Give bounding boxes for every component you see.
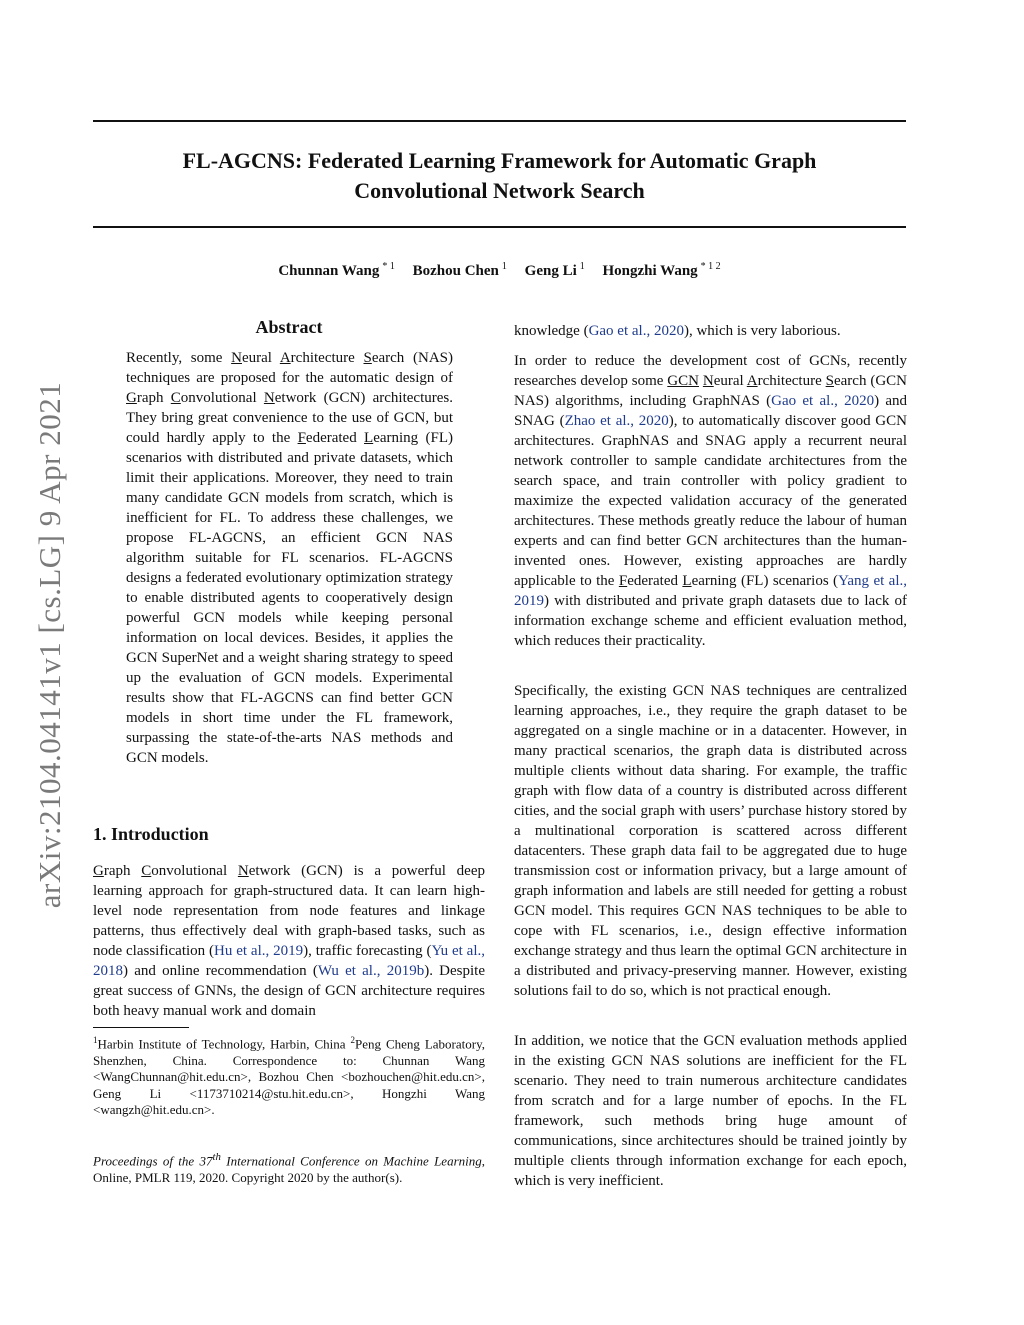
author-affiliation-marks: 1: [579, 261, 585, 272]
body-paragraph: Specifically, the existing GCN NAS techniques are centralized learning approaches, i.e., they require the graph dataset to be aggregated on a single machine or in a datacenter. However, in many practical scenarios, the graph data is distributed across multiple clients without data sharing. For example, the traffic graph with flow data of a country is distributed across different cities, and the social graph with users’ purchase history stored by a multinational corporation is scattered across different datacenters. These graph data fail to be aggregated due to huge transmission cost or information privacy, but a large amount of graph information and labels are still needed for getting a robust GCN model. This requires GCN NAS techniques to be able to cope with FL scenarios, i.e., design effective information exchange strategy and thus learn the optimal GCN architecture in a distributed and privacy-preserving manner. However, existing solutions fail to do so, which is not practical enough.: [514, 683, 907, 999]
citation-link[interactable]: Zhao et al., 2020: [564, 413, 669, 429]
acronym-letter: A: [746, 373, 758, 389]
citation-link[interactable]: Wu et al., 2019b: [317, 963, 425, 979]
text: onvolutional: [180, 390, 264, 406]
acronym-letter: GCN: [667, 373, 699, 389]
author-affiliation-marks: * 1: [382, 261, 395, 272]
acronym-letter: C: [170, 390, 181, 406]
text: ) and online recommendation (: [123, 963, 318, 979]
text: raph: [103, 863, 142, 879]
arxiv-identifier-stamp: arXiv:2104.04141v1 [cs.LG] 9 Apr 2021: [32, 381, 67, 909]
text: earch (NAS) techniques are proposed for the automatic design of: [126, 350, 454, 386]
text: eural: [713, 373, 747, 389]
text: ederated: [305, 430, 365, 446]
text: 37: [199, 1153, 213, 1169]
text: etwork (GCN) is a powerful deep learning approach for graph-structured data. It can learn high-level node representation from node features and linkage patterns, thus effectively deal with graph-based tasks, such as node classification (: [93, 863, 485, 959]
acronym-letter: N: [237, 863, 249, 879]
body-paragraph: [514, 321, 907, 341]
text: th: [212, 1151, 221, 1163]
author-name: Geng Li: [524, 263, 577, 279]
affiliation-footnote: [93, 1032, 485, 1118]
citation-link[interactable]: Hu et al., 2019: [214, 943, 304, 959]
text: In order to reduce the development cost of GCNs, recently researches develop some: [514, 353, 907, 389]
acronym-letter: N: [231, 350, 242, 366]
citation-link[interactable]: Yu et al., 2018: [93, 943, 486, 979]
acronym-letter: L: [682, 573, 692, 589]
title-bottom-rule: [93, 226, 906, 228]
citation-link[interactable]: Gao et al., 2020: [771, 393, 875, 409]
acronym-letter: G: [126, 390, 137, 406]
acronym-letter: N: [702, 373, 714, 389]
proceedings-note: [93, 1149, 485, 1186]
body-paragraph: [93, 861, 485, 1021]
text: International Conference on Machine Learning: [220, 1153, 482, 1169]
body-paragraph: [514, 351, 907, 651]
text: earning (FL) scenarios (: [691, 573, 839, 589]
citation-link[interactable]: Gao et al., 2020: [588, 323, 684, 339]
author: [603, 263, 721, 279]
intro-paragraph: [514, 681, 907, 1001]
acronym-letter: G: [93, 863, 104, 879]
acronym-letter: S: [825, 373, 834, 389]
author-name: Bozhou Chen: [412, 263, 499, 279]
citation-link[interactable]: Yang et al., 2019: [514, 573, 908, 609]
author-name: Hongzhi Wang: [602, 263, 698, 279]
text: etwork (GCN) architectures. They bring great convenience to the use of GCN, but could hardly apply to the: [126, 390, 453, 446]
intro-paragraph-continued: [514, 321, 907, 341]
proceedings-text: [93, 1149, 485, 1186]
text: Peng Cheng Laboratory, Shenzhen, China. Correspondence to: Chunnan Wang <WangChunnan@hit.edu.cn>, Bozhou Chen <bozhouchen@hit.edu.cn>, Geng Li <1173710214@stu.hit.edu.cn>, Hongzhi Wang <wangzh@hit.edu.cn>.: [93, 1036, 485, 1117]
text: earch (GCN NAS) algorithms, including GraphNAS (: [514, 373, 908, 409]
intro-paragraph: [514, 351, 907, 651]
text: Recently, some: [126, 350, 232, 366]
acronym-letter: F: [618, 573, 628, 589]
author: [413, 263, 507, 279]
intro-paragraph: [93, 861, 485, 1021]
footnote-rule: [93, 1027, 189, 1028]
author: [278, 263, 395, 279]
title-line-1: FL-AGCNS: Federated Learning Framework for Automatic Graph: [182, 148, 817, 173]
abstract-heading: Abstract: [255, 317, 323, 337]
footnotes: [93, 1032, 485, 1118]
text: ), which is very laborious.: [683, 323, 841, 339]
text: ) and SNAG (: [514, 393, 908, 429]
text: , Online, PMLR 119, 2020. Copyright 2020 by the author(s).: [93, 1153, 485, 1186]
intro-paragraph: [514, 1031, 907, 1191]
footnote-mark: 1: [93, 1035, 98, 1045]
acronym-letter: F: [297, 430, 306, 446]
abstract-paragraph: [126, 348, 453, 768]
acronym-letter: N: [263, 390, 275, 406]
text: knowledge (: [514, 323, 589, 339]
author-affiliation-marks: 1: [501, 261, 507, 272]
paper-title: [93, 146, 906, 206]
text: rchitecture: [757, 373, 826, 389]
text: ), to automatically discover good GCN architectures. GraphNAS and SNAG apply a recurrent neural network controller to sample candidate architectures from the search space, and train controller with policy gradient to maximize the expected validation accuracy of the generated architectures. These methods greatly reduce the labour of human experts and can find better GCN architectures than the human-invented ones. However, existing approaches are hardly applicable to the: [514, 413, 907, 589]
acronym-letter: S: [363, 350, 372, 366]
title-top-rule: [93, 120, 906, 122]
acronym-letter: A: [279, 350, 291, 366]
section-heading-introduction: 1. Introduction: [93, 824, 209, 844]
text: raph: [136, 390, 171, 406]
title-line-2: Convolutional Network Search: [354, 178, 645, 203]
text: ) with distributed and private graph datasets due to lack of information exchange scheme and efficient evaluation method, which reduces their practicality.: [514, 593, 907, 649]
body-paragraph: In addition, we notice that the GCN evaluation methods applied in the existing GCN NAS solutions are inefficient for the FL scenario. They need to train numerous architecture candidates from scratch and for a large number of epochs. In the FL framework, such methods bring huge amount of communications, since architectures should be trained jointly by multiple clients through information exchange for each epoch, which is very inefficient.: [514, 1033, 907, 1189]
author-list: [93, 261, 906, 280]
text: onvolutional: [151, 863, 238, 879]
text: ). Despite great success of GNNs, the design of GCN architecture requires both heavy manual work and domain: [93, 963, 485, 1019]
text: earning (FL) scenarios with distributed and private datasets, which limit their applications. Moreover, they need to train many candidate GCN models from scratch, which is inefficient for FL. To address these challenges, we propose FL-AGCNS, an efficient GCN NAS algorithm suitable for FL scenarios. FL-AGCNS designs a federated evolutionary optimization strategy to enable distributed agents to cooperatively design powerful GCN models while keeping personal information on local devices. Besides, it applies the GCN SuperNet and a weight sharing strategy to speed up the evaluation of GCN models. Experimental results show that FL-AGCNS can find better GCN models in short time under the FL framework, surpassing the state-of-the-arts NAS methods and GCN models.: [126, 430, 453, 766]
abstract-body: [126, 348, 453, 768]
text: rchitecture: [290, 350, 364, 366]
footnote-mark: 2: [350, 1035, 355, 1045]
text: ), traffic forecasting (: [303, 943, 432, 959]
acronym-letter: L: [364, 430, 374, 446]
text: eural: [241, 350, 280, 366]
text: Harbin Institute of Technology, Harbin, China: [97, 1036, 351, 1052]
author: [525, 263, 585, 279]
acronym-letter: C: [141, 863, 152, 879]
text: Proceedings of the: [93, 1153, 200, 1169]
author-affiliation-marks: * 1 2: [700, 261, 721, 272]
author-name: Chunnan Wang: [278, 263, 380, 279]
text: ederated: [627, 573, 683, 589]
